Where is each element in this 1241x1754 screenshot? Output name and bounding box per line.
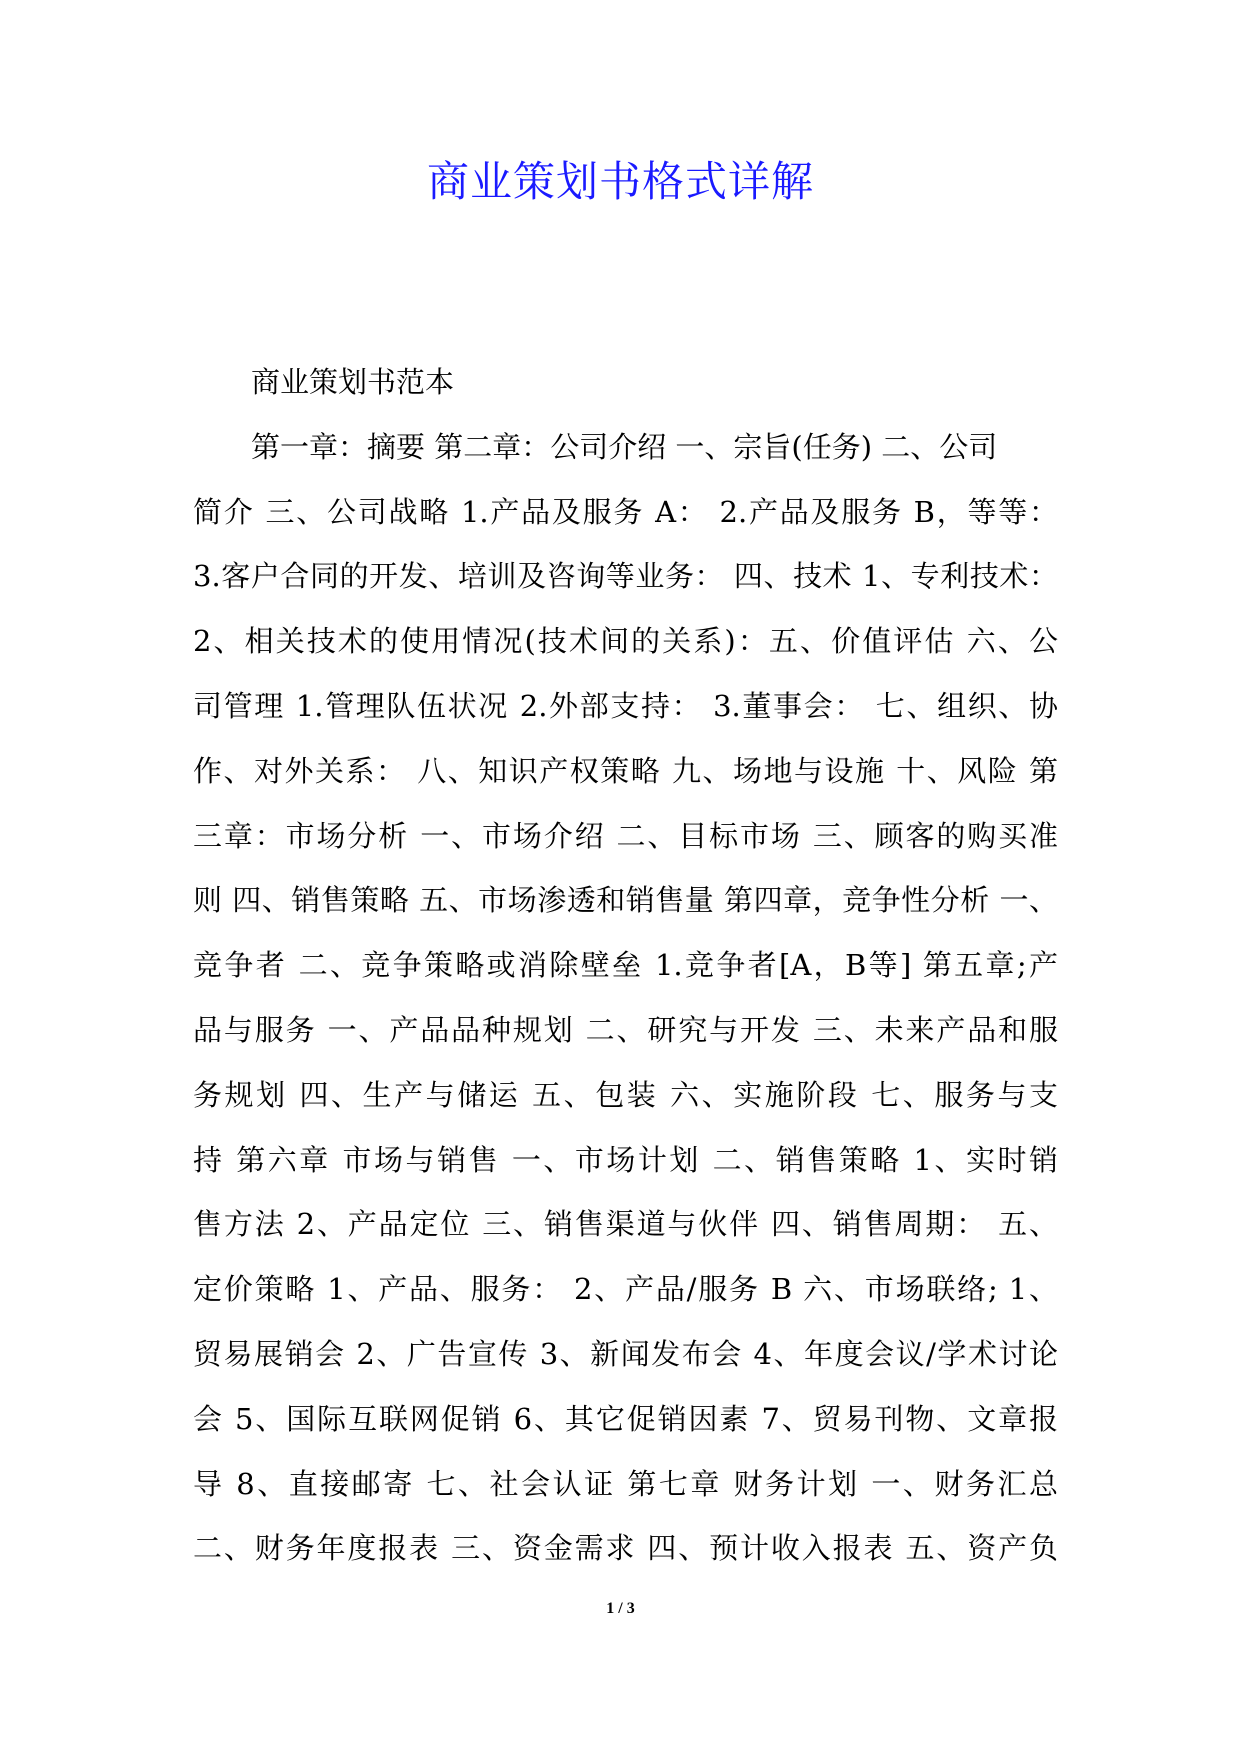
paragraph-line: 品与服务 一、产品品种规划 二、研究与开发 三、未来产品和服 — [193, 1012, 1058, 1047]
paragraph-line: 导 8、直接邮寄 七、社会认证 第七章 财务计划 一、财务汇总 — [193, 1466, 1058, 1501]
paragraph-line: 竞争者 二、竞争策略或消除壁垒 1.竞争者[A，B等] 第五章;产 — [193, 948, 1058, 983]
paragraph-line: 务规划 四、生产与储运 五、包装 六、实施阶段 七、服务与支 — [193, 1077, 1058, 1112]
paragraph-line: 持 第六章 市场与销售 一、市场计划 二、销售策略 1、实时销 — [193, 1142, 1058, 1177]
paragraph-line: 作、对外关系： 八、知识产权策略 九、场地与设施 十、风险 第 — [193, 753, 1058, 788]
page-number: 1 / 3 — [606, 1600, 635, 1617]
paragraph-line: 会 5、国际互联网促销 6、其它促销因素 7、贸易刊物、文章报 — [193, 1401, 1058, 1436]
section-subheading: 商业策划书范本 — [251, 365, 455, 399]
paragraph-line: 简介 三、公司战略 1.产品及服务 A： 2.产品及服务 B，等等： — [193, 494, 1058, 529]
paragraph-line: 则 四、销售策略 五、市场渗透和销售量 第四章，竞争性分析 一、 — [193, 883, 1058, 918]
paragraph-line: 2、相关技术的使用情况(技术间的关系)：五、价值评估 六、公 — [193, 624, 1058, 659]
paragraph-line: 二、财务年度报表 三、资金需求 四、预计收入报表 五、资产负 — [193, 1531, 1058, 1566]
paragraph-line: 定价策略 1、产品、服务： 2、产品/服务 B 六、市场联络; 1、 — [193, 1272, 1058, 1307]
paragraph-line: 司管理 1.管理队伍状况 2.外部支持： 3.董事会： 七、组织、协 — [193, 688, 1058, 723]
paragraph-line: 3.客户合同的开发、培训及咨询等业务： 四、技术 1、专利技术： — [193, 559, 1058, 594]
document-body — [193, 350, 1058, 1581]
paragraph-line: 售方法 2、产品定位 三、销售渠道与伙伴 四、销售周期： 五、 — [193, 1207, 1058, 1242]
paragraph-line: 贸易展销会 2、广告宣传 3、新闻发布会 4、年度会议/学术讨论 — [193, 1336, 1058, 1371]
paragraph-line: 三章：市场分析 一、市场介绍 二、目标市场 三、顾客的购买准 — [193, 818, 1058, 853]
paragraph-line: 第一章：摘要 第二章：公司介绍 一、宗旨(任务) 二、公司 — [251, 429, 998, 464]
document-title: 商业策划书格式详解 — [426, 157, 814, 206]
